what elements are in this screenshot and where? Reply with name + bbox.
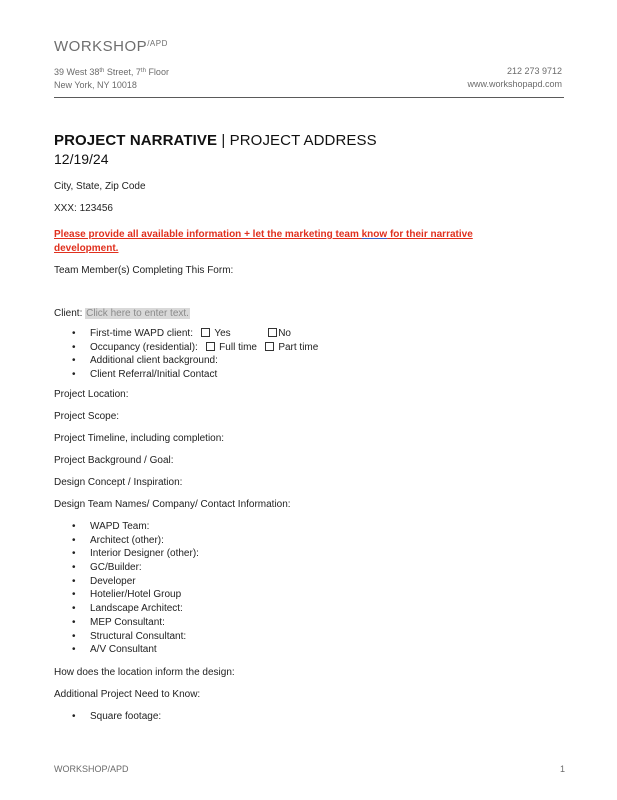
list-item: • Additional client background: bbox=[72, 354, 318, 368]
client-field bbox=[54, 308, 190, 319]
client-input[interactable]: Click here to enter text. bbox=[86, 308, 189, 319]
list-item: • Interior Designer (other): bbox=[72, 547, 199, 561]
document-title: PROJECT NARRATIVE | PROJECT ADDRESS bbox=[54, 132, 377, 149]
address-block bbox=[54, 65, 169, 92]
company-logo: $WORKSHOP^{/APD}$ bbox=[54, 38, 168, 55]
phone-number: 212 273 9712 bbox=[506, 66, 562, 76]
design-team-list bbox=[72, 520, 199, 657]
website-link[interactable]: www.workshopapd.com bbox=[467, 79, 562, 89]
project-scope-label: Project Scope: bbox=[54, 411, 120, 422]
client-label: Client: bbox=[54, 308, 86, 319]
team-members-label: Team Member(s) Completing This Form: bbox=[54, 265, 234, 276]
list-item: • MEP Consultant: bbox=[72, 616, 199, 630]
street-address: 39 West 38th Street, 7th Floor bbox=[54, 67, 169, 77]
document-date: 12/19/24 bbox=[54, 151, 109, 167]
header-divider bbox=[54, 97, 564, 98]
list-item: • Landscape Architect: bbox=[72, 602, 199, 616]
list-item: • Square footage: bbox=[72, 710, 161, 724]
list-item: • Structural Consultant: bbox=[72, 630, 199, 644]
location-inform-label: How does the location inform the design: bbox=[54, 667, 235, 678]
client-bullet-list bbox=[72, 327, 318, 382]
design-concept-label: Design Concept / Inspiration: bbox=[54, 477, 183, 488]
footer-company: WORKSHOP/APD bbox=[54, 764, 129, 774]
contact-block bbox=[467, 65, 562, 91]
list-item: • A/V Consultant bbox=[72, 643, 199, 657]
design-team-label: Design Team Names/ Company/ Contact Information: bbox=[54, 499, 291, 510]
list-item: • First-time WAPD client: Yes No bbox=[72, 327, 318, 341]
list-item: • Developer bbox=[72, 575, 199, 589]
list-item: • Occupancy (residential): Full time Part time bbox=[72, 341, 318, 355]
additional-need-label: Additional Project Need to Know: bbox=[54, 689, 201, 700]
full-time-checkbox[interactable] bbox=[206, 342, 215, 351]
project-location-label: Project Location: bbox=[54, 389, 129, 400]
page-number: 1 bbox=[559, 764, 565, 774]
project-background-label: Project Background / Goal: bbox=[54, 455, 174, 466]
list-item: • Client Referral/Initial Contact bbox=[72, 368, 318, 382]
list-item: • WAPD Team: bbox=[72, 520, 199, 534]
part-time-checkbox[interactable] bbox=[265, 342, 274, 351]
list-item: • Hotelier/Hotel Group bbox=[72, 588, 199, 602]
city-address: New York, NY 10018 bbox=[54, 80, 137, 90]
no-checkbox[interactable] bbox=[268, 328, 277, 337]
list-item: • GC/Builder: bbox=[72, 561, 199, 575]
yes-checkbox[interactable] bbox=[201, 328, 210, 337]
project-timeline-label: Project Timeline, including completion: bbox=[54, 433, 225, 444]
list-item: • Architect (other): bbox=[72, 534, 199, 548]
city-state-zip: City, State, Zip Code bbox=[54, 181, 146, 192]
additional-list bbox=[72, 710, 161, 724]
marketing-instruction: Please provide all available information + let the marketing team know for their narrative development. bbox=[54, 229, 473, 254]
project-code: XXX: 123456 bbox=[54, 203, 113, 214]
